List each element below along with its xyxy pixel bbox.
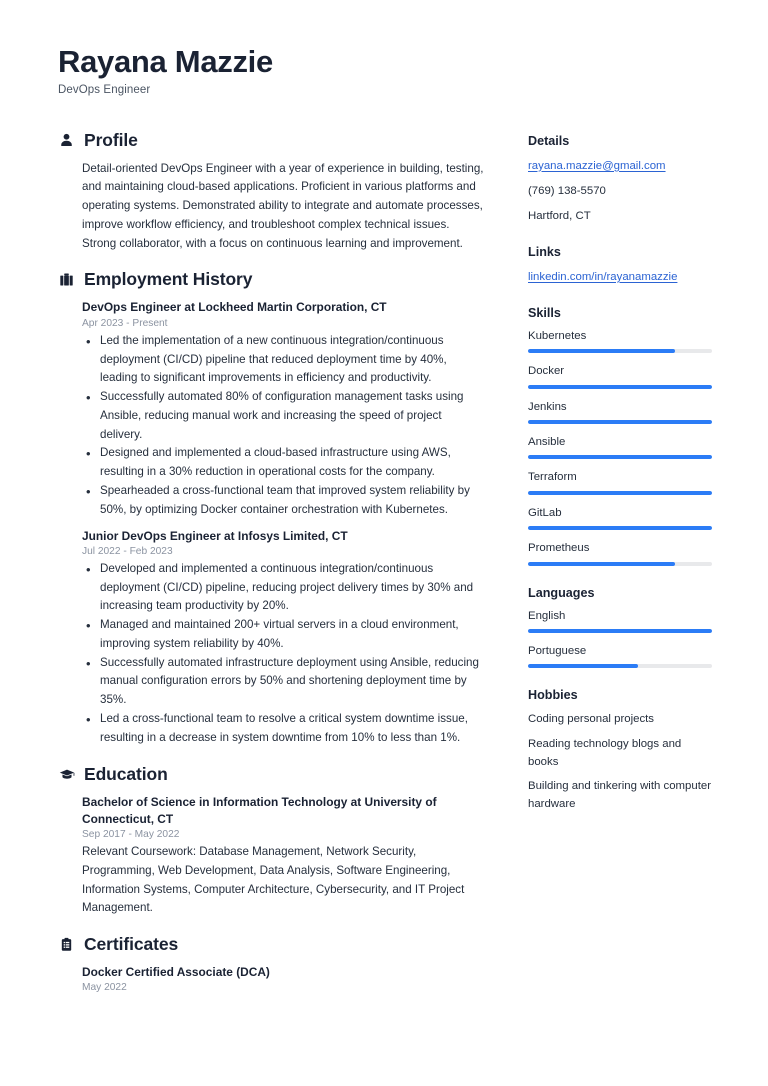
hobby-item: Coding personal projects bbox=[528, 713, 655, 726]
skill-label: Prometheus bbox=[528, 542, 590, 555]
skill-bar-fill bbox=[528, 526, 712, 530]
section-profile-title: Profile bbox=[84, 129, 138, 150]
section-employment-title: Employment History bbox=[84, 269, 253, 290]
sidebar-links-title: Links bbox=[528, 244, 561, 259]
skill-item bbox=[528, 506, 712, 530]
bullet-item: • Spearheaded a cross-functional team that improved system reliability by 50%, by optimizing Docker container orchestration with Kubernetes. bbox=[82, 482, 486, 520]
bullet-item: • Managed and maintained 200+ virtual servers in a cloud environment, improving system reliability by 40%. bbox=[82, 616, 486, 654]
skill-label: Kubernetes bbox=[528, 329, 587, 342]
section-certificates-body bbox=[58, 964, 486, 993]
bullet-item: • Successfully automated 80% of configuration management tasks using Ansible, reducing manual work and increasing the speed of project delivery. bbox=[82, 388, 486, 444]
certificate-entry-date: May 2022 bbox=[82, 982, 127, 994]
skill-bar-fill bbox=[528, 420, 712, 424]
language-bar-track bbox=[528, 629, 712, 633]
sidebar-details-title: Details bbox=[528, 133, 570, 148]
bullet-item: • Designed and implemented a cloud-based infrastructure using AWS, resulting in a 30% reduction in operational costs for the company. bbox=[82, 444, 486, 482]
skill-label: Jenkins bbox=[528, 400, 567, 413]
sidebar-section-links bbox=[528, 245, 712, 286]
employment-entry-title: DevOps Engineer at Lockheed Martin Corporation, CT bbox=[82, 300, 387, 315]
section-profile bbox=[58, 130, 486, 254]
main-column bbox=[58, 130, 486, 1010]
skill-bar-track bbox=[528, 349, 712, 353]
language-label: English bbox=[528, 609, 566, 622]
section-profile-header bbox=[58, 130, 486, 151]
skill-item bbox=[528, 364, 712, 388]
resume-columns bbox=[58, 130, 710, 1010]
skill-label: GitLab bbox=[528, 506, 562, 519]
education-entry bbox=[82, 794, 486, 919]
section-education-body bbox=[58, 794, 486, 919]
skill-item bbox=[528, 435, 712, 459]
skill-bar-track bbox=[528, 491, 712, 495]
candidate-job-title: DevOps Engineer bbox=[58, 83, 151, 96]
skill-item bbox=[528, 329, 712, 353]
skill-bar-fill bbox=[528, 491, 712, 495]
skill-label: Docker bbox=[528, 365, 565, 378]
skill-label: Ansible bbox=[528, 436, 566, 448]
sidebar-section-details bbox=[528, 134, 712, 225]
skill-bar-track bbox=[528, 455, 712, 459]
language-label: Portuguese bbox=[528, 644, 587, 657]
sidebar-section-hobbies bbox=[528, 688, 712, 813]
resume-header bbox=[58, 44, 710, 96]
section-employment bbox=[58, 269, 486, 747]
education-entry-date: Sep 2017 - May 2022 bbox=[82, 829, 180, 841]
email-link[interactable]: rayana.mazzie@gmail.com bbox=[528, 159, 666, 172]
sidebar-languages-title: Languages bbox=[528, 585, 595, 600]
section-employment-body bbox=[58, 299, 486, 747]
sidebar-hobbies-title: Hobbies bbox=[528, 688, 578, 703]
sidebar-column bbox=[528, 130, 712, 834]
clipboard-icon bbox=[58, 936, 75, 953]
graduation-cap-icon bbox=[58, 766, 75, 783]
skill-bar-fill bbox=[528, 349, 675, 353]
detail-phone: (769) 138-5570 bbox=[528, 184, 606, 197]
skill-bar-track bbox=[528, 420, 712, 424]
detail-location: Hartford, CT bbox=[528, 209, 591, 222]
bullet-item: • Led a cross-functional team to resolve a critical system downtime issue, resulting in a decrease in system downtime from 10% to less than 1%. bbox=[82, 710, 486, 748]
briefcase-icon bbox=[58, 271, 75, 288]
sidebar-skills-title: Skills bbox=[528, 305, 561, 320]
education-entry-title: Bachelor of Science in Information Technology at University of Connecticut, CT bbox=[82, 794, 437, 826]
language-bar-track bbox=[528, 664, 712, 668]
detail-email bbox=[528, 157, 712, 175]
language-bar-fill bbox=[528, 664, 638, 668]
skill-item bbox=[528, 541, 712, 565]
link-row bbox=[528, 268, 712, 286]
skill-item bbox=[528, 470, 712, 494]
employment-entry-bullets bbox=[82, 332, 486, 520]
bullet-item: • Led the implementation of a new continuous integration/continuous deployment (CI/CD) pipeline that reduced deployment time by 40%, leading to significant improvements in efficiency and productivity. bbox=[82, 332, 486, 388]
section-education bbox=[58, 764, 486, 919]
language-bar-fill bbox=[528, 629, 712, 633]
hobby-item: Building and tinkering with computer hardware bbox=[528, 780, 711, 811]
sidebar-section-skills bbox=[528, 306, 712, 566]
language-item bbox=[528, 609, 712, 633]
skill-label: Terraform bbox=[528, 471, 577, 484]
section-education-title: Education bbox=[84, 763, 168, 784]
hobby-item: Reading technology blogs and books bbox=[528, 738, 682, 768]
candidate-name: Rayana Mazzie bbox=[58, 44, 273, 79]
employment-entry-date: Apr 2023 - Present bbox=[82, 317, 168, 329]
certificate-entry-title: Docker Certified Associate (DCA) bbox=[82, 965, 270, 980]
skill-bar-track bbox=[528, 562, 712, 566]
skill-bar-fill bbox=[528, 562, 675, 566]
section-employment-header bbox=[58, 269, 486, 290]
linkedin-link[interactable]: linkedin.com/in/rayanamazzie bbox=[528, 270, 678, 283]
section-profile-body bbox=[58, 160, 486, 254]
person-icon bbox=[58, 132, 75, 149]
bullet-item: • Developed and implemented a continuous integration/continuous deployment (CI/CD) pipeline, reducing project delivery times by 30% and increasing team productivity by 20%. bbox=[82, 560, 486, 616]
employment-entry-bullets bbox=[82, 560, 486, 748]
section-certificates bbox=[58, 934, 486, 993]
skill-item bbox=[528, 400, 712, 424]
education-entry-desc: Relevant Coursework: Database Management, Network Security, Programming, Web Development, Data Analysis, Software Engineering, Information Systems, Computer Architecture, Cybersecurity, and IT Project Management. bbox=[82, 845, 465, 915]
skill-bar-fill bbox=[528, 455, 712, 459]
employment-entry-title: Junior DevOps Engineer at Infosys Limited, CT bbox=[82, 528, 348, 543]
employment-entry-date: Jul 2022 - Feb 2023 bbox=[82, 545, 173, 557]
sidebar-section-languages bbox=[528, 586, 712, 669]
section-certificates-header bbox=[58, 934, 486, 955]
profile-text: Detail-oriented DevOps Engineer with a year of experience in building, testing, and maintaining cloud-based applications. Proficient in various platforms and operating systems. Demonstrated ability to integrate and automate processes, improve workflow efficiency, and troubleshoot complex technical issues. Strong collaborator, with a focus on continuous learning and improvement. bbox=[82, 161, 484, 250]
bullet-item: • Successfully automated infrastructure deployment using Ansible, reducing manual configuration errors by 50% and shortening deployment time by 35%. bbox=[82, 654, 486, 710]
section-education-header bbox=[58, 764, 486, 785]
skill-bar-track bbox=[528, 385, 712, 389]
employment-entry bbox=[82, 528, 486, 748]
skill-bar-fill bbox=[528, 385, 712, 389]
employment-entry bbox=[82, 299, 486, 519]
skill-bar-track bbox=[528, 526, 712, 530]
section-certificates-title: Certificates bbox=[84, 934, 179, 955]
certificate-entry bbox=[82, 964, 486, 993]
language-item bbox=[528, 644, 712, 668]
